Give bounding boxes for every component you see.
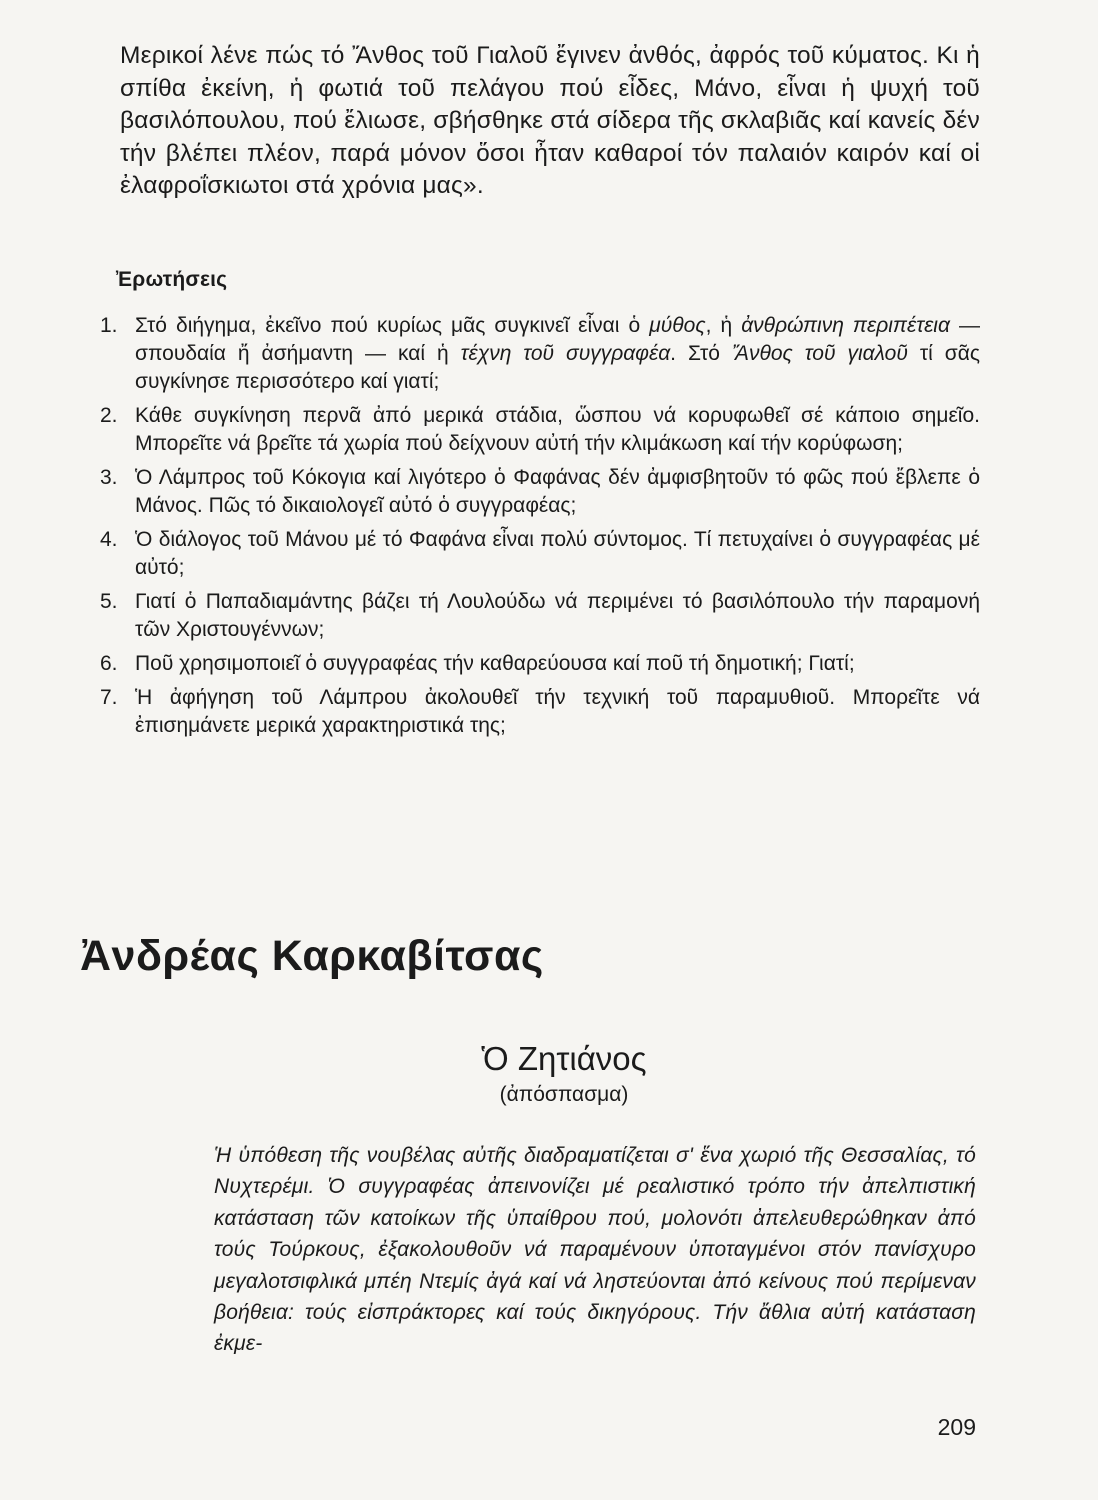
question-text (135, 314, 980, 393)
question-segment: Γιατί ὁ Παπαδιαμάντης βάζει τή Λουλούδω νά περιμένει τό βασιλόπουλο τήν παραμονή τῶν Χριστουγέννων; (135, 590, 980, 641)
question-number: 5. (100, 590, 118, 613)
intro-paragraph (120, 40, 980, 203)
question-number: 2. (100, 404, 118, 427)
question-item (100, 402, 980, 458)
question-segment: , ἡ (705, 314, 742, 337)
question-item (100, 684, 980, 740)
question-text (135, 528, 980, 579)
question-emphasis: τέχνη τοῦ συγγραφέα (460, 342, 671, 365)
work-title: Ὁ Ζητιάνος (481, 1040, 647, 1077)
question-item (100, 464, 980, 520)
page-number: 209 (937, 1414, 976, 1440)
synopsis-paragraph (214, 1140, 976, 1360)
question-item (100, 312, 980, 396)
question-segment: Ὁ Λάμπρος τοῦ Κόκογια καί λιγότερο ὁ Φαφάνας δέν ἀμφισβητοῦν τό φῶς πού ἔβλεπε ὁ Μάνος. Πῶς τό δικαιολογεῖ αὐτό ὁ συγγραφέας; (135, 466, 980, 517)
question-segment: Ἡ ἀφήγηση τοῦ Λάμπρου ἀκολουθεῖ τήν τεχνική τοῦ παραμυθιοῦ. Μπορεῖτε νά ἐπισημάνετε μερικά χαρακτηριστικά της; (135, 686, 980, 737)
question-text (135, 404, 980, 455)
question-number: 6. (100, 652, 118, 675)
question-number: 1. (100, 314, 118, 337)
question-number: 7. (100, 686, 118, 709)
question-item (100, 588, 980, 644)
question-segment: — σπουδαία ἤ ἀσήμαντη — καί ἡ (135, 314, 981, 365)
question-segment: . Στό (670, 342, 732, 365)
question-number: 3. (100, 466, 118, 489)
question-text (135, 466, 980, 517)
question-emphasis: μύθος (649, 314, 706, 337)
question-item (100, 650, 980, 678)
questions-list (100, 312, 980, 746)
question-item (100, 526, 980, 582)
question-text (135, 590, 980, 641)
question-text (135, 686, 980, 737)
question-text (135, 652, 855, 675)
synopsis-text: Ἡ ὑπόθεση τῆς νουβέλας αὐτῆς διαδραματίζεται σ' ἕνα χωριό τῆς Θεσσαλίας, τό Νυχτερέμι. Ὁ συγγραφέας ἀπεινονίζει μέ ρεαλιστικό τρόπο τήν ἀπελπιστική κατάσταση τῶν κατοίκων τῆς ὑπαίθρου πού, μολονότι ἀπελευθερώθηκαν ἀπό τούς Τούρκους, ἐξακολουθοῦν νά παραμένουν ὑποταγμένοι στόν πανίσχυρο μεγαλοτσιφλικά μπέη Ντεμίς ἀγά καί νά ληστεύονται ἀπό κείνους πού περίμεναν βοήθεια: τούς εἰσπράκτορες καί τούς δικηγόρους. Τήν ἄθλια αὐτή κατάσταση ἐκμε- (214, 1144, 976, 1356)
author-name: Ἀνδρέας Καρκαβίτσας (80, 932, 544, 980)
question-segment: Ὁ διάλογος τοῦ Μάνου μέ τό Φαφάνα εἶναι πολύ σύντομος. Τί πετυχαίνει ὁ συγγραφέας μέ αὐτό; (135, 528, 980, 579)
intro-text: Μερικοί λένε πώς τό Ἄνθος τοῦ Γιαλοῦ ἔγινεν ἀνθός, ἀφρός τοῦ κύματος. Κι ἡ σπίθα ἐκείνη, ἡ φωτιά τοῦ πελάγου πού εἶδες, Μάνο, εἶναι ἡ ψυχή τοῦ βασιλόπουλου, πού ἔλιωσε, σβήσθηκε στά σίδερα τῆς σκλαβιᾶς καί κανείς δέν τήν βλέπει πλέον, παρά μόνον ὅσοι ἦταν καθαροί τόν παλαιόν καιρόν καί οἱ ἐλαφροΐσκιωτοι στά χρόνια μας». (120, 42, 980, 199)
questions-heading: Ἐρωτήσεις (116, 268, 228, 291)
question-segment: Ποῦ χρησιμοποιεῖ ὁ συγγραφέας τήν καθαρεύουσα καί ποῦ τή δημοτική; Γιατί; (135, 652, 855, 675)
question-emphasis: ἀνθρώπινη περιπέτεια (741, 314, 950, 337)
question-emphasis: Ἄνθος τοῦ γιαλοῦ (731, 342, 908, 365)
question-segment: Κάθε συγκίνηση περνᾶ ἀπό μερικά στάδια, ὥσπου νά κορυφωθεῖ σέ κάποιο σημεῖο. Μπορεῖτε νά βρεῖτε τά χωρία πού δείχνουν αὐτή τήν κλιμάκωση καί τήν κορύφωση; (135, 404, 980, 455)
question-segment: τί σᾶς συγκίνησε περισσότερο καί γιατί; (135, 342, 980, 393)
work-subtitle: (ἀπόσπασμα) (499, 1083, 629, 1106)
question-segment: Στό διήγημα, ἐκεῖνο πού κυρίως μᾶς συγκινεῖ εἶναι ὁ (135, 314, 650, 337)
question-number: 4. (100, 528, 118, 551)
